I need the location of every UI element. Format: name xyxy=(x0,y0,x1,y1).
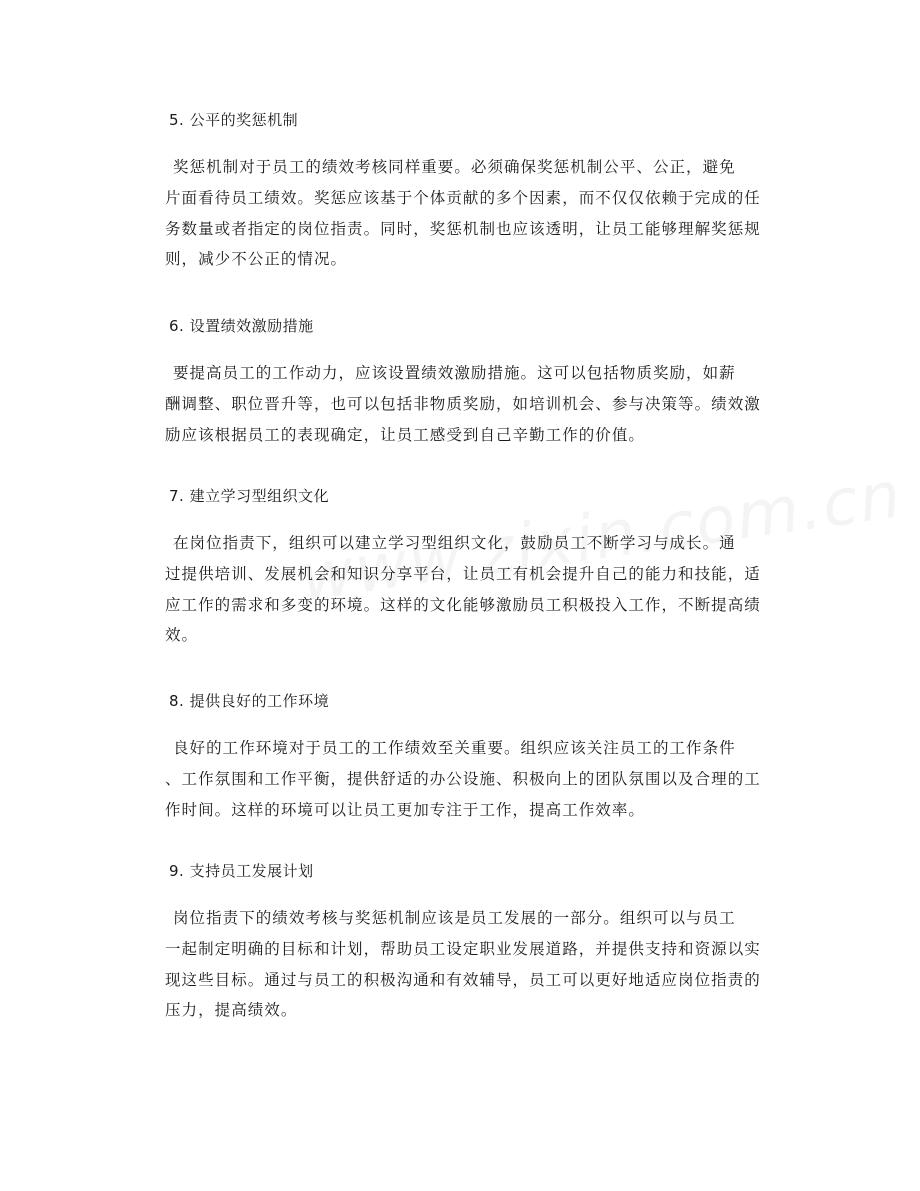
section-paragraph xyxy=(165,528,791,651)
paragraph-line: 奖惩机制对于员工的绩效考核同样重要。必须确保奖惩机制公平、公正，避免 xyxy=(173,158,736,176)
paragraph-line: 效。 xyxy=(165,626,199,645)
paragraph-line: 在岗位指责下，组织可以建立学习型组织文化，鼓励员工不断学习与成长。通 xyxy=(173,534,736,552)
paragraph-line: 则，减少不公正的情况。 xyxy=(165,250,348,269)
paragraph-line: 过提供培训、发展机会和知识分享平台，让员工有机会提升自己的能力和技能，适 xyxy=(165,564,761,583)
paragraph-line: 应工作的需求和多变的环境。这样的文化能够激励员工积极投入工作，不断提高绩 xyxy=(165,595,761,614)
paragraph-line: 一起制定明确的目标和计划，帮助员工设定职业发展道路，并提供支持和资源以实 xyxy=(165,939,761,958)
section-7 xyxy=(165,485,791,651)
paragraph-line: 要提高员工的工作动力，应该设置绩效激励措施。这可以包括物质奖励，如薪 xyxy=(173,364,736,382)
section-5 xyxy=(165,109,791,275)
section-paragraph xyxy=(165,903,791,1026)
section-heading: 6. 设置绩效激励措施 xyxy=(169,317,314,335)
section-heading: 5. 公平的奖惩机制 xyxy=(169,111,299,129)
section-heading: 9. 支持员工发展计划 xyxy=(169,862,314,880)
paragraph-line: 务数量或者指定的岗位指责。同时，奖惩机制也应该透明，让员工能够理解奖惩规 xyxy=(165,219,761,238)
paragraph-line: 片面看待员工绩效。奖惩应该基于个体贡献的多个因素，而不仅仅依赖于完成的任 xyxy=(165,188,761,207)
paragraph-line: 良好的工作环境对于员工的工作绩效至关重要。组织应该关注员工的工作条件 xyxy=(173,739,736,757)
section-heading: 8. 提供良好的工作环境 xyxy=(169,692,330,710)
section-paragraph xyxy=(165,152,791,275)
paragraph-line: 现这些目标。通过与员工的积极沟通和有效辅导，员工可以更好地适应岗位指责的 xyxy=(165,970,761,989)
paragraph-line: 、工作氛围和工作平衡，提供舒适的办公设施、积极向上的团队氛围以及合理的工 xyxy=(165,769,761,788)
paragraph-line: 励应该根据员工的表现确定，让员工感受到自己辛勤工作的价值。 xyxy=(165,425,645,444)
paragraph-line: 岗位指责下的绩效考核与奖惩机制应该是员工发展的一部分。组织可以与员工 xyxy=(173,909,736,927)
section-paragraph xyxy=(165,733,791,825)
paragraph-line: 酬调整、职位晋升等，也可以包括非物质奖励，如培训机会、参与决策等。绩效激 xyxy=(165,394,761,413)
section-heading: 7. 建立学习型组织文化 xyxy=(169,487,330,505)
paragraph-line: 压力，提高绩效。 xyxy=(165,1001,298,1020)
section-paragraph xyxy=(165,358,791,450)
section-6 xyxy=(165,315,791,450)
section-8 xyxy=(165,690,791,825)
section-9 xyxy=(165,860,791,1026)
paragraph-line: 作时间。这样的环境可以让员工更加专注于工作，提高工作效率。 xyxy=(165,800,645,819)
